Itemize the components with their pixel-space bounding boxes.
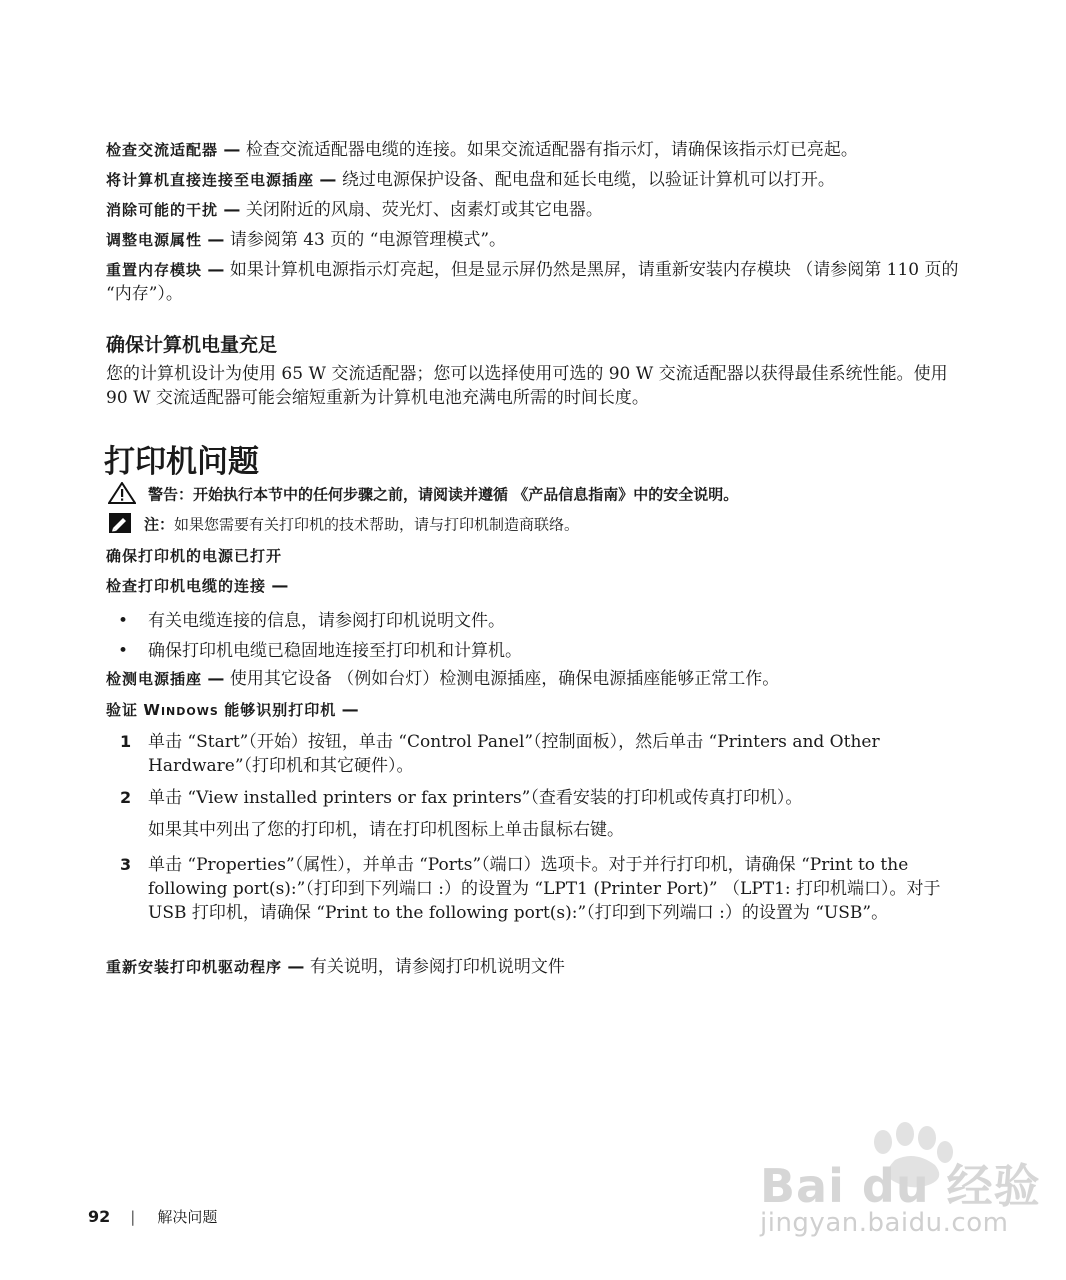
item-check-adapter: 检查交流适配器 — 检查交流适配器电缆的连接。如果交流适配器有指示灯，请确保该指示灯已亮起。 xyxy=(106,140,858,160)
warning-text: 开始执行本节中的任何步骤之前，请阅读并遵循 《产品信息指南》中的安全说明。 xyxy=(193,485,739,504)
item-reseat-memory: 重置内存模块 — 如果计算机电源指示灯亮起，但是显示屏仍然是黑屏，请重新安装内存模块 （请参阅第 110 页的 “内存”）。 xyxy=(106,260,959,304)
watermark-url: jingyan.baidu.com xyxy=(760,1208,1009,1238)
ensure-printer-on: 确保打印机的电源已打开 xyxy=(106,547,283,565)
item-text: 请参阅第 43 页的 “电源管理模式”。 xyxy=(229,230,507,250)
check-printer-cable: 检查打印机电缆的连接 — xyxy=(106,576,289,596)
item-eliminate-interference: 消除可能的干扰 — 关闭附近的风扇、荧光灯、卤素灯或其它电器。 xyxy=(106,200,603,220)
list-item: • 确保打印机电缆已稳固地连接至打印机和计算机。 xyxy=(118,641,522,661)
item-text: 绕过电源保护设备、配电盘和延长电缆，以验证计算机可以打开。 xyxy=(341,170,835,190)
page-title-printer: 打印机问题 xyxy=(104,444,259,480)
note-notice xyxy=(108,512,579,538)
power-body: 您的计算机设计为使用 65 W 交流适配器；您可以选择使用可选的 90 W 交流适配器以获得最佳系统性能。使用 90 W 交流适配器可能会缩短重新为计算机电池充满电所需的时间长度。 xyxy=(106,364,948,408)
item-direct-outlet: 将计算机直接连接至电源插座 — 绕过电源保护设备、配电盘和延长电缆，以验证计算机可以打开。 xyxy=(106,170,835,190)
item-text: 检查交流适配器电缆的连接。如果交流适配器有指示灯，请确保该指示灯已亮起。 xyxy=(245,140,858,160)
term-label: 消除可能的干扰 xyxy=(106,201,219,219)
chapter-name: 解决问题 xyxy=(157,1208,218,1226)
item-text: 关闭附近的风扇、荧光灯、卤素灯或其它电器。 xyxy=(245,200,603,220)
term-label: 重置内存模块 xyxy=(106,261,203,279)
step-2-subtext: 如果其中列出了您的打印机，请在打印机图标上单击鼠标右键。 xyxy=(148,820,624,840)
page-number: 92 xyxy=(88,1207,111,1226)
section-heading-power: 确保计算机电量充足 xyxy=(106,334,278,356)
warning-notice xyxy=(108,482,738,508)
verify-windows: 验证 Windows 能够识别打印机 — xyxy=(106,700,359,720)
item-adjust-power: 调整电源属性 — 请参阅第 43 页的 “电源管理模式”。 xyxy=(106,230,507,250)
warning-triangle-icon xyxy=(108,482,136,508)
step-2: 单击 “View installed printers or fax printers”（查看安装的打印机或传真打印机）。 xyxy=(148,788,803,808)
step-number: 2 xyxy=(120,788,132,807)
test-outlet: 检测电源插座 — 使用其它设备 （例如台灯）检测电源插座，确保电源插座能够正常工作。 xyxy=(106,669,780,689)
term-label: 将计算机直接连接至电源插座 xyxy=(106,171,315,189)
watermark-brand: Bai du 经验 xyxy=(760,1159,1041,1213)
reinstall-driver: 重新安装打印机驱动程序 — 有关说明，请参阅打印机说明文件 xyxy=(106,957,565,977)
term-label: 调整电源属性 xyxy=(106,231,203,249)
step-number: 1 xyxy=(120,732,132,751)
note-text: 如果您需要有关打印机的技术帮助，请与打印机制造商联络。 xyxy=(174,515,580,534)
step-number: 3 xyxy=(120,855,132,874)
note-pencil-icon xyxy=(108,512,132,538)
warning-label: 警告： xyxy=(148,485,194,504)
footer-separator: | xyxy=(130,1208,136,1226)
page-footer xyxy=(88,1206,217,1227)
step-3: 单击 “Properties”（属性），并单击 “Ports”（端口）选项卡。对于并行打印机，请确保 “Print to the following port(s):”（打印到下列端口 :）的设置为 “LPT1 (Printer Port)” （LPT1: 打印机端口）。对于 USB 打印机，请确保 “Print to the following port(s):”（打印到下列端口 :）的设置为 “USB”。 xyxy=(148,855,941,923)
term-label: 检查交流适配器 xyxy=(106,141,219,159)
step-1: 单击 “Start”（开始）按钮，单击 “Control Panel”（控制面板），然后单击 “Printers and Other Hardware”（打印机和其它硬件）。 xyxy=(148,732,880,776)
list-item: • 有关电缆连接的信息，请参阅打印机说明文件。 xyxy=(118,611,505,631)
item-text: 如果计算机电源指示灯亮起，但是显示屏仍然是黑屏，请重新安装内存模块 （请参阅第 110 页的 “内存”）。 xyxy=(106,260,959,304)
note-label: 注： xyxy=(144,515,175,534)
